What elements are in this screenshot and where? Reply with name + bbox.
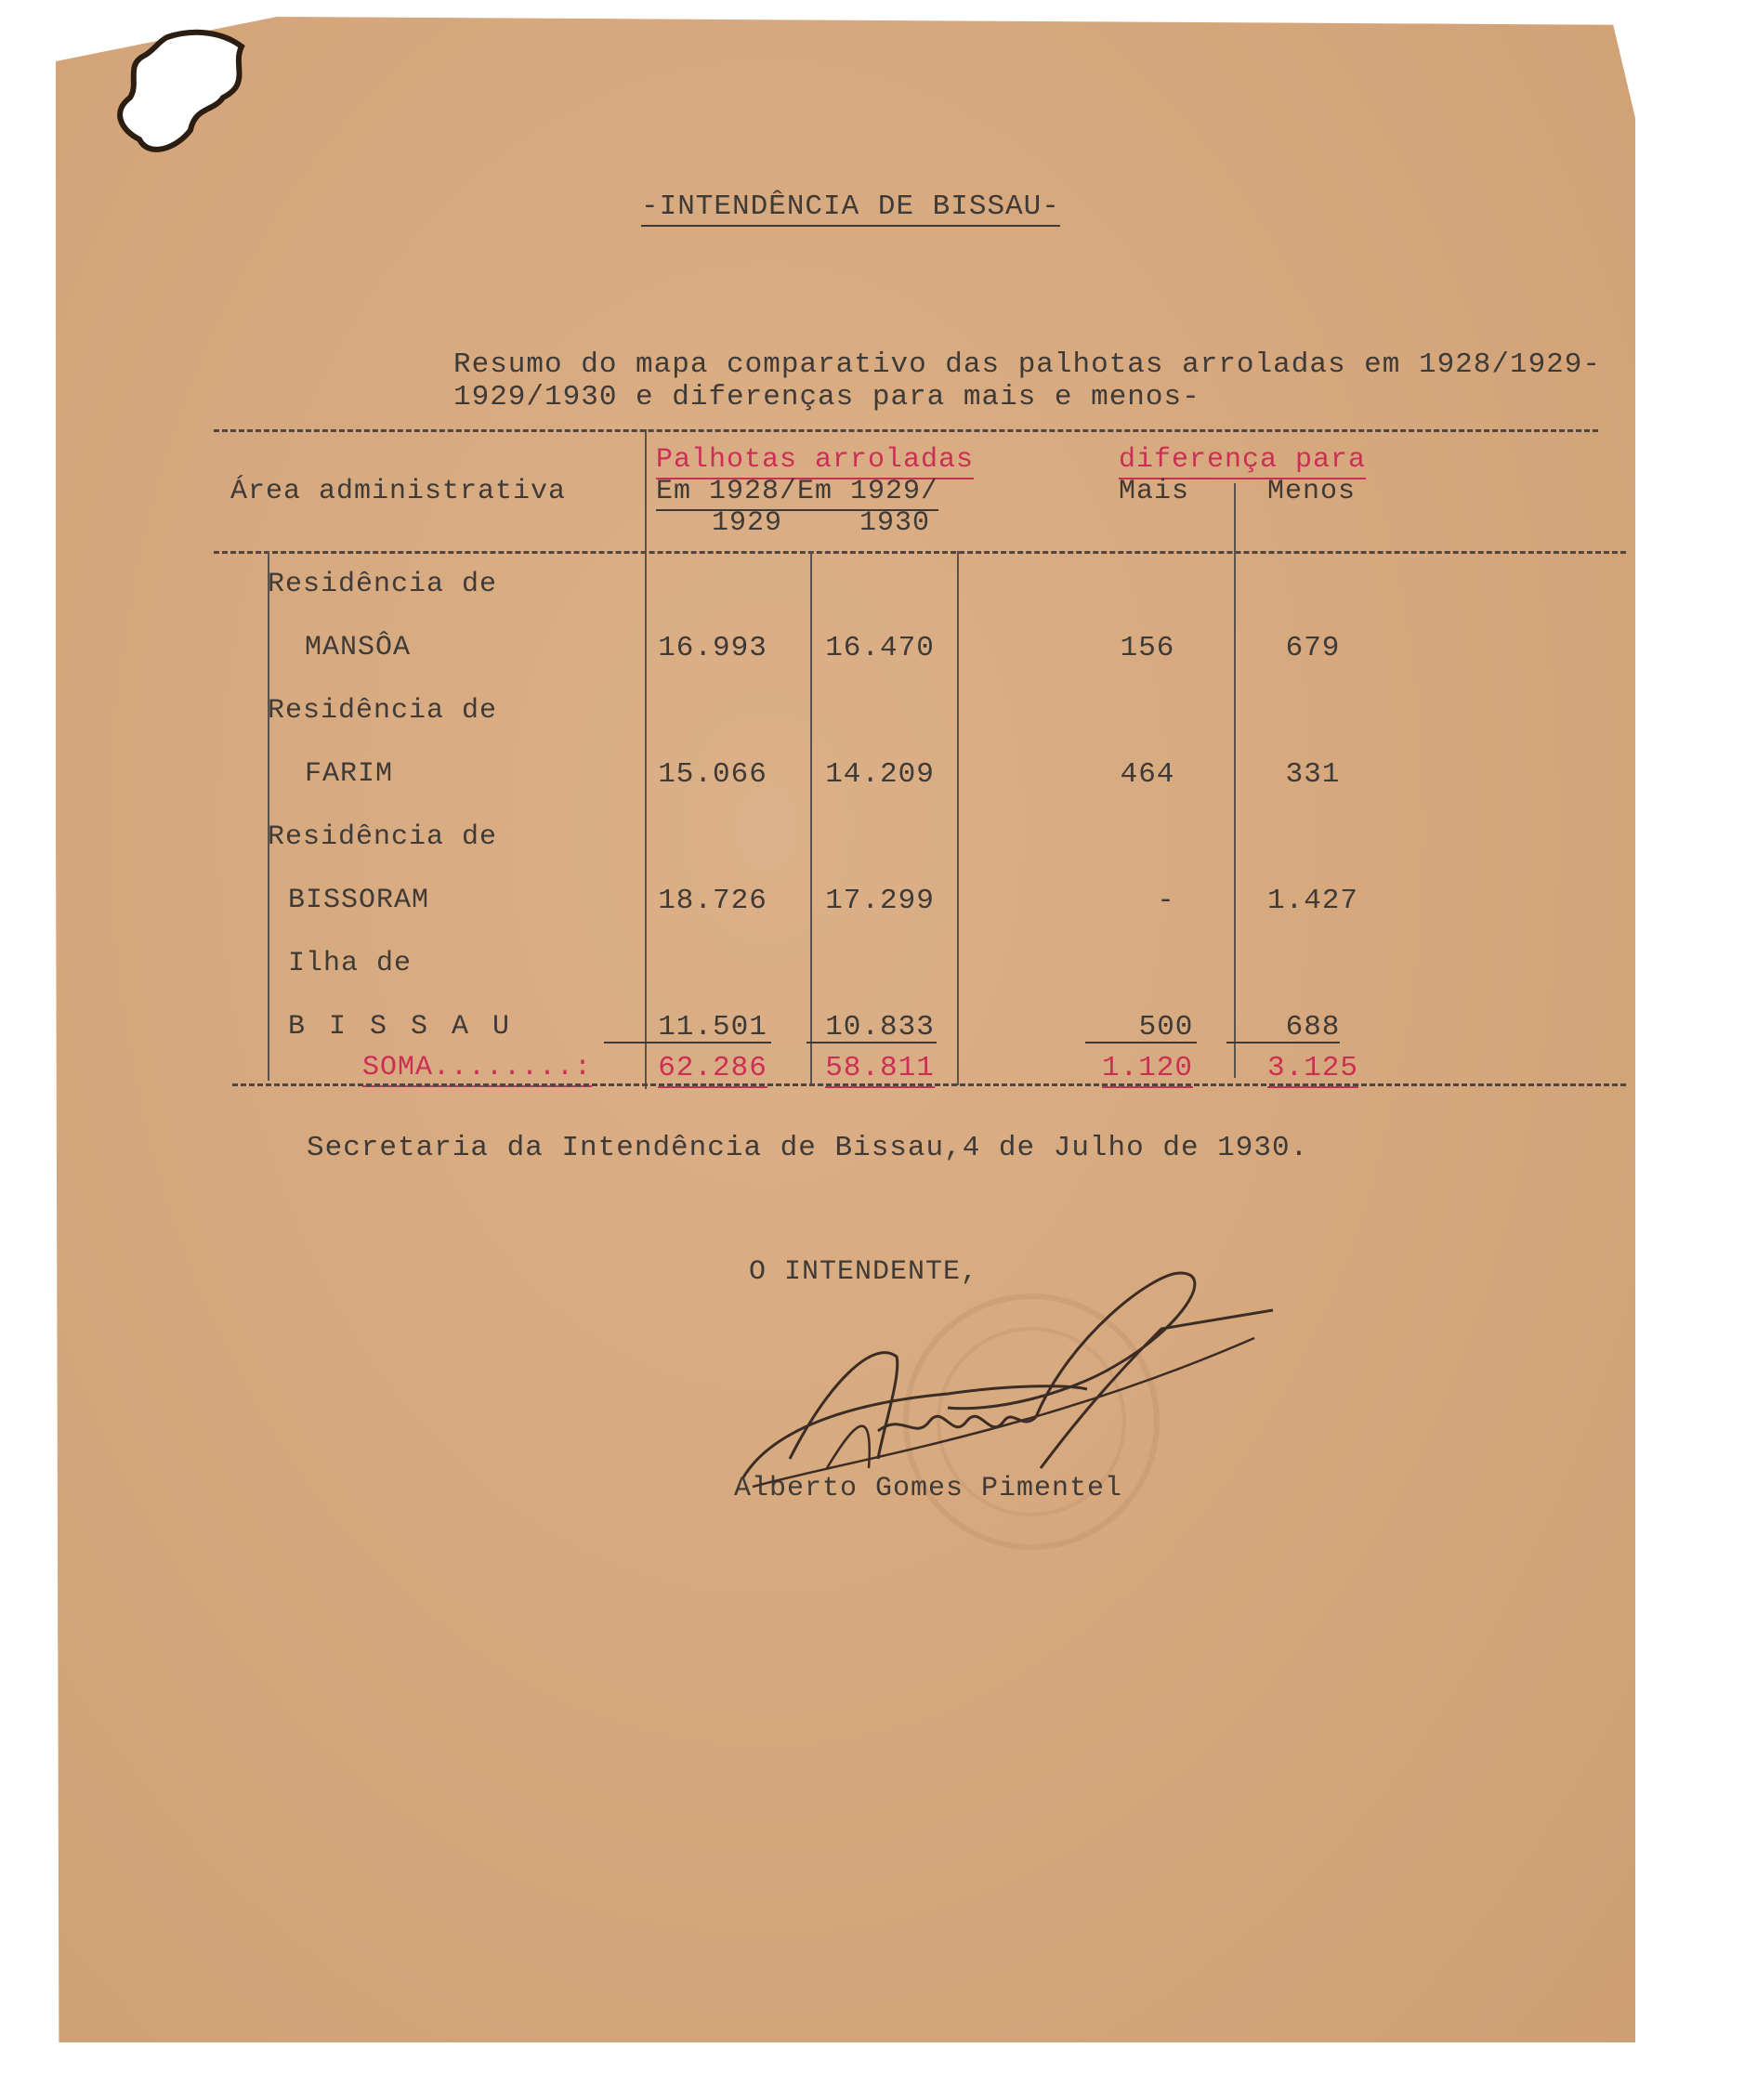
- row-farim-menos: 331: [1285, 758, 1341, 791]
- row-farim-name: FARIM: [305, 758, 394, 790]
- area-header: Área administrativa: [230, 476, 567, 507]
- row-bissau-menos: 688: [1285, 1011, 1341, 1043]
- total-menos: [1234, 1052, 1392, 1084]
- row-bissoram-mais: -: [1157, 885, 1175, 917]
- date-line: Secretaria da Intendência de Bissau,4 de Julho de 1930.: [307, 1132, 1309, 1164]
- row-mansoa-mais: 156: [1120, 632, 1175, 664]
- row-farim-1929: 14.209: [825, 758, 935, 791]
- row-bissoram-1928: 18.726: [658, 885, 767, 917]
- row-bissoram-menos: 1.427: [1266, 885, 1358, 917]
- row-farim-mais: 464: [1120, 758, 1175, 791]
- row-bissau-name: B I S S A U: [288, 1011, 514, 1043]
- col-mais-header: Mais: [1119, 476, 1190, 507]
- row-mansoa-1928: 16.993: [658, 632, 767, 664]
- intro-line-2: 1929/1930 e diferenças para mais e menos-: [453, 381, 1200, 413]
- total-label-text: SOMA........:: [362, 1052, 592, 1087]
- col-divider-left: [268, 551, 269, 1081]
- sum-rule-1928: [604, 1042, 771, 1043]
- diferenca-header-text: diferença para: [1119, 444, 1366, 479]
- year-subheader-line1: [656, 476, 938, 507]
- header-bottom-rule: [214, 551, 1626, 554]
- total-menos-text: 3.125: [1267, 1052, 1358, 1088]
- intendente-role: O INTENDENTE,: [749, 1256, 979, 1288]
- row-farim-1928: 15.066: [658, 758, 767, 791]
- row-mansoa-name: MANSÔA: [305, 632, 412, 663]
- row-bissau-1929: 10.833: [825, 1011, 935, 1043]
- total-mais: [1069, 1052, 1226, 1084]
- year-subheader-line1-text: Em 1928/Em 1929/: [656, 476, 938, 511]
- row-bissoram-1929: 17.299: [825, 885, 935, 917]
- row-mansoa-1929: 16.470: [825, 632, 935, 664]
- sum-rule-menos: [1226, 1042, 1340, 1043]
- row-mansoa-prefix: Residência de: [268, 569, 498, 600]
- total-label: [362, 1052, 592, 1083]
- row-bissau-mais: 500: [1138, 1011, 1194, 1043]
- palhotas-header-text: Palhotas arroladas: [656, 444, 974, 479]
- total-1928-text: 62.286: [658, 1052, 767, 1088]
- page-title: [641, 190, 1060, 223]
- row-bissau-1928: 11.501: [658, 1011, 767, 1043]
- row-bissau-prefix: Ilha de: [288, 948, 413, 979]
- total-mais-text: 1.120: [1102, 1052, 1193, 1088]
- page-title-text: -INTENDÊNCIA DE BISSAU-: [641, 190, 1060, 227]
- year-subheader-1930: 1930: [859, 507, 931, 539]
- palhotas-header: [656, 444, 974, 476]
- row-farim-prefix: Residência de: [268, 695, 498, 727]
- signer-name: Alberto Gomes Pimentel: [734, 1473, 1123, 1504]
- year-subheader-1929: 1929: [712, 507, 783, 539]
- row-bissoram-name: BISSORAM: [288, 885, 430, 916]
- row-bissoram-prefix: Residência de: [268, 821, 498, 853]
- burn-hole-mark: [102, 28, 269, 177]
- total-1929: [801, 1052, 959, 1084]
- table-bottom-rule: [232, 1083, 1626, 1086]
- sum-rule-mais: [1085, 1042, 1197, 1043]
- handwritten-signature: [715, 1245, 1273, 1524]
- diferenca-header: [1119, 444, 1366, 476]
- total-1928: [634, 1052, 792, 1084]
- total-1929-text: 58.811: [825, 1052, 935, 1088]
- sum-rule-1929: [806, 1042, 937, 1043]
- table-top-rule: [214, 429, 1598, 432]
- row-mansoa-menos: 679: [1285, 632, 1341, 664]
- intro-line-1: Resumo do mapa comparativo das palhotas arroladas em 1928/1929-: [453, 348, 1601, 381]
- col-menos-header: Menos: [1267, 476, 1357, 507]
